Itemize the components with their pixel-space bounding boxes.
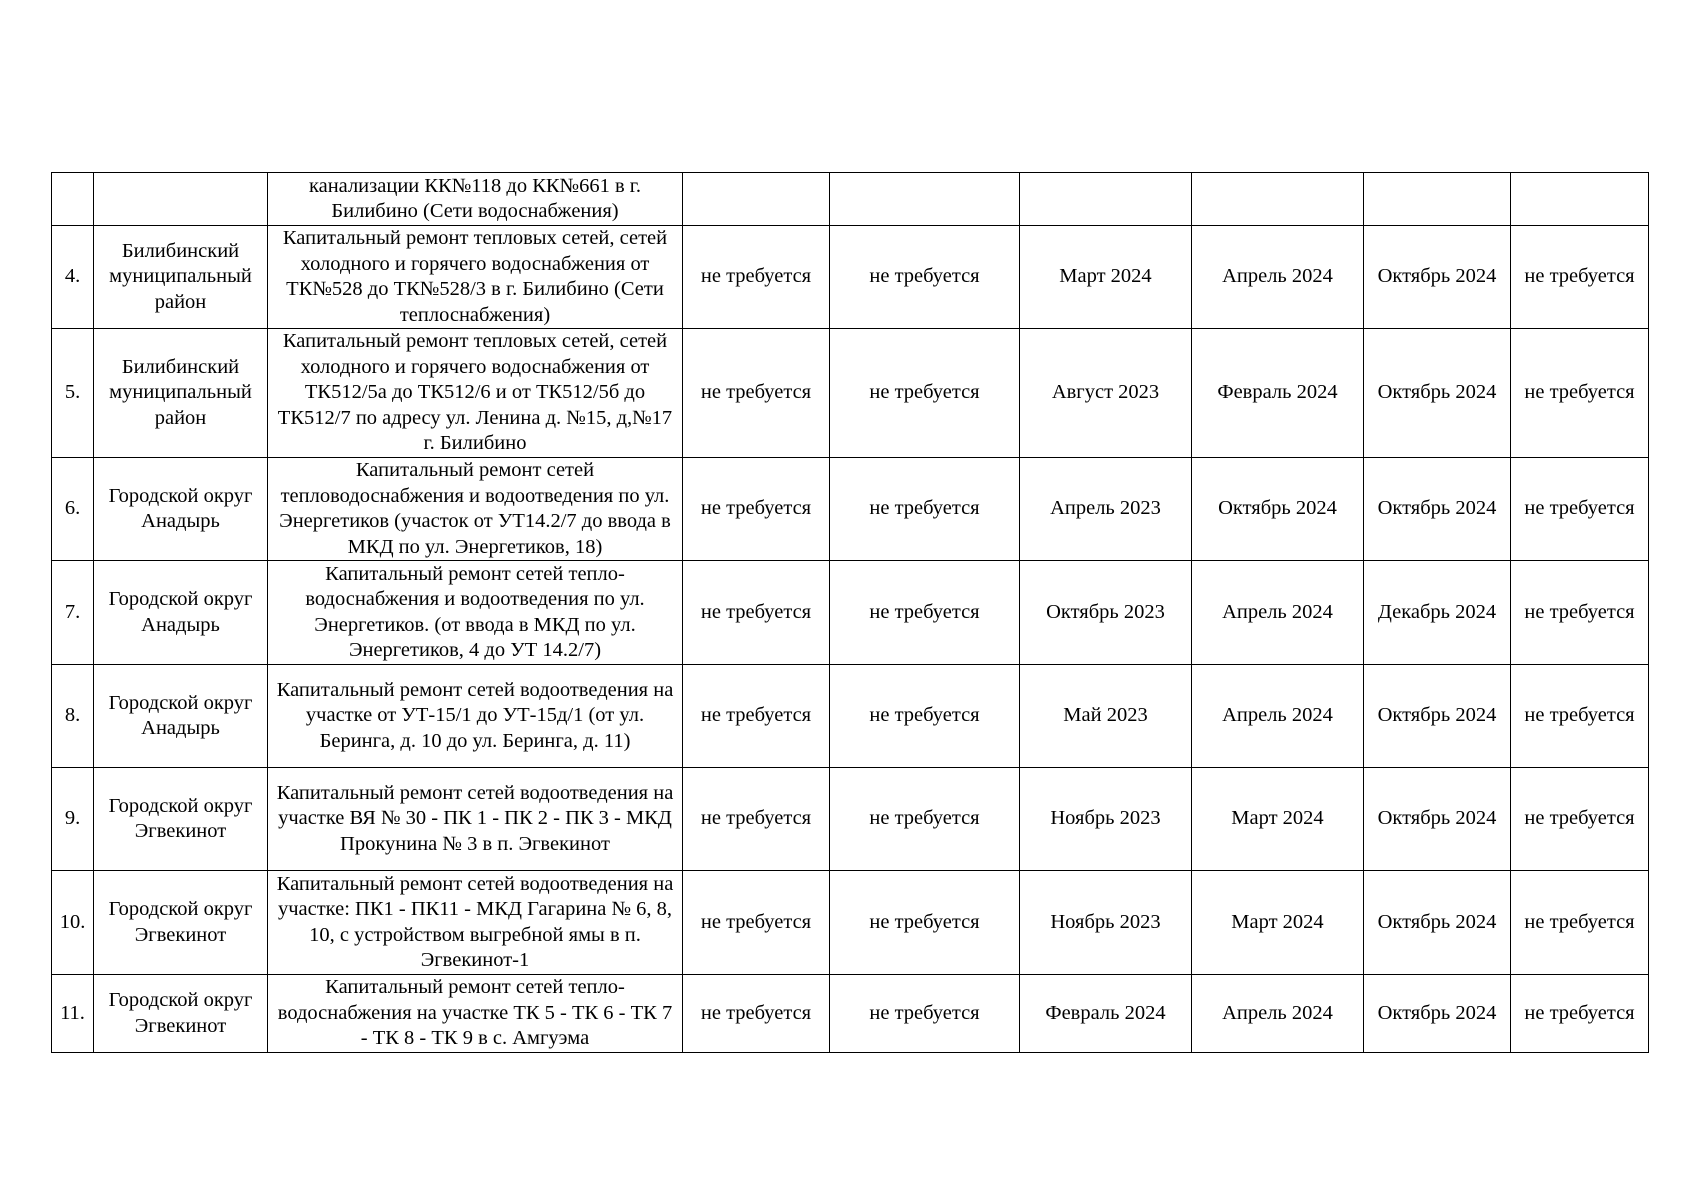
column-5-cell xyxy=(830,173,1020,226)
table-row xyxy=(52,768,1649,871)
table-row xyxy=(52,329,1649,458)
municipality-cell: Городской округ Анадырь xyxy=(94,458,268,561)
work-description-cell: Капитальный ремонт сетей водоотведения на участке ВЯ № 30 - ПК 1 - ПК 2 - ПК 3 - МКД Прокунина № 3 в п. Эгвекинот xyxy=(268,768,683,871)
column-6-cell xyxy=(1020,173,1192,226)
column-9-cell: не требуется xyxy=(1511,975,1649,1053)
column-7-cell: Апрель 2024 xyxy=(1192,975,1364,1053)
column-5-cell: не требуется xyxy=(830,561,1020,665)
column-6-cell: Март 2024 xyxy=(1020,226,1192,329)
column-9-cell: не требуется xyxy=(1511,226,1649,329)
work-description-cell: Капитальный ремонт сетей тепло-водоснабжения на участке ТК 5 - ТК 6 - ТК 7 - ТК 8 - ТК 9 в с. Амгуэма xyxy=(268,975,683,1053)
row-number: 7. xyxy=(52,561,94,665)
table-row xyxy=(52,226,1649,329)
municipality-cell: Городской округ Анадырь xyxy=(94,561,268,665)
column-5-cell: не требуется xyxy=(830,665,1020,768)
column-5-cell: не требуется xyxy=(830,975,1020,1053)
work-description-cell: канализации КК№118 до КК№661 в г. Билибино (Сети водоснабжения) xyxy=(268,173,683,226)
column-7-cell: Октябрь 2024 xyxy=(1192,458,1364,561)
row-number: 10. xyxy=(52,871,94,975)
municipality-cell: Билибинский муниципальный район xyxy=(94,329,268,458)
municipality-cell: Городской округ Эгвекинот xyxy=(94,768,268,871)
column-6-cell: Ноябрь 2023 xyxy=(1020,871,1192,975)
municipality-cell: Городской округ Эгвекинот xyxy=(94,871,268,975)
work-description-cell: Капитальный ремонт сетей тепло-водоснабжения и водоотведения по ул. Энергетиков. (от ввода в МКД по ул. Энергетиков, 4 до УТ 14.2/7) xyxy=(268,561,683,665)
work-description-cell: Капитальный ремонт сетей водоотведения на участке от УТ-15/1 до УТ-15д/1 (от ул. Беринга, д. 10 до ул. Беринга, д. 11) xyxy=(268,665,683,768)
column-9-cell: не требуется xyxy=(1511,458,1649,561)
column-8-cell: Декабрь 2024 xyxy=(1364,561,1511,665)
column-6-cell: Октябрь 2023 xyxy=(1020,561,1192,665)
table-row xyxy=(52,665,1649,768)
table-row xyxy=(52,173,1649,226)
column-9-cell: не требуется xyxy=(1511,665,1649,768)
column-7-cell: Март 2024 xyxy=(1192,871,1364,975)
column-8-cell: Октябрь 2024 xyxy=(1364,768,1511,871)
column-7-cell: Апрель 2024 xyxy=(1192,665,1364,768)
row-number: 5. xyxy=(52,329,94,458)
column-6-cell: Август 2023 xyxy=(1020,329,1192,458)
work-description-cell: Капитальный ремонт тепловых сетей, сетей холодного и горячего водоснабжения от ТК№528 до ТК№528/3 в г. Билибино (Сети теплоснабжения) xyxy=(268,226,683,329)
works-schedule-table xyxy=(51,172,1649,1053)
column-4-cell xyxy=(683,173,830,226)
municipality-cell: Городской округ Анадырь xyxy=(94,665,268,768)
column-4-cell: не требуется xyxy=(683,329,830,458)
column-9-cell xyxy=(1511,173,1649,226)
column-6-cell: Ноябрь 2023 xyxy=(1020,768,1192,871)
column-7-cell: Апрель 2024 xyxy=(1192,561,1364,665)
column-8-cell: Октябрь 2024 xyxy=(1364,871,1511,975)
column-7-cell xyxy=(1192,173,1364,226)
municipality-cell xyxy=(94,173,268,226)
column-6-cell: Февраль 2024 xyxy=(1020,975,1192,1053)
row-number xyxy=(52,173,94,226)
column-8-cell: Октябрь 2024 xyxy=(1364,665,1511,768)
column-6-cell: Май 2023 xyxy=(1020,665,1192,768)
column-8-cell: Октябрь 2024 xyxy=(1364,226,1511,329)
column-7-cell: Февраль 2024 xyxy=(1192,329,1364,458)
row-number: 4. xyxy=(52,226,94,329)
column-5-cell: не требуется xyxy=(830,226,1020,329)
work-description-cell: Капитальный ремонт тепловых сетей, сетей холодного и горячего водоснабжения от ТК512/5а до ТК512/6 и от ТК512/5б до ТК512/7 по адресу ул. Ленина д. №15, д,№17 г. Билибино xyxy=(268,329,683,458)
column-4-cell: не требуется xyxy=(683,458,830,561)
column-4-cell: не требуется xyxy=(683,871,830,975)
table-row xyxy=(52,871,1649,975)
table-row xyxy=(52,561,1649,665)
column-7-cell: Март 2024 xyxy=(1192,768,1364,871)
row-number: 9. xyxy=(52,768,94,871)
table-row xyxy=(52,458,1649,561)
row-number: 11. xyxy=(52,975,94,1053)
work-description-cell: Капитальный ремонт сетей водоотведения на участке: ПК1 - ПК11 - МКД Гагарина № 6, 8, 10, с устройством выгребной ямы в п. Эгвекинот-1 xyxy=(268,871,683,975)
municipality-cell: Билибинский муниципальный район xyxy=(94,226,268,329)
column-9-cell: не требуется xyxy=(1511,561,1649,665)
column-5-cell: не требуется xyxy=(830,871,1020,975)
column-4-cell: не требуется xyxy=(683,226,830,329)
column-7-cell: Апрель 2024 xyxy=(1192,226,1364,329)
column-4-cell: не требуется xyxy=(683,975,830,1053)
column-5-cell: не требуется xyxy=(830,768,1020,871)
column-8-cell: Октябрь 2024 xyxy=(1364,458,1511,561)
column-4-cell: не требуется xyxy=(683,665,830,768)
work-description-cell: Капитальный ремонт сетей тепловодоснабжения и водоотведения по ул. Энергетиков (участок от УТ14.2/7 до ввода в МКД по ул. Энергетиков, 18) xyxy=(268,458,683,561)
column-6-cell: Апрель 2023 xyxy=(1020,458,1192,561)
row-number: 6. xyxy=(52,458,94,561)
column-9-cell: не требуется xyxy=(1511,871,1649,975)
row-number: 8. xyxy=(52,665,94,768)
column-9-cell: не требуется xyxy=(1511,768,1649,871)
column-5-cell: не требуется xyxy=(830,329,1020,458)
column-8-cell: Октябрь 2024 xyxy=(1364,975,1511,1053)
column-9-cell: не требуется xyxy=(1511,329,1649,458)
column-4-cell: не требуется xyxy=(683,768,830,871)
column-8-cell: Октябрь 2024 xyxy=(1364,329,1511,458)
column-5-cell: не требуется xyxy=(830,458,1020,561)
table-row xyxy=(52,975,1649,1053)
column-4-cell: не требуется xyxy=(683,561,830,665)
column-8-cell xyxy=(1364,173,1511,226)
municipality-cell: Городской округ Эгвекинот xyxy=(94,975,268,1053)
